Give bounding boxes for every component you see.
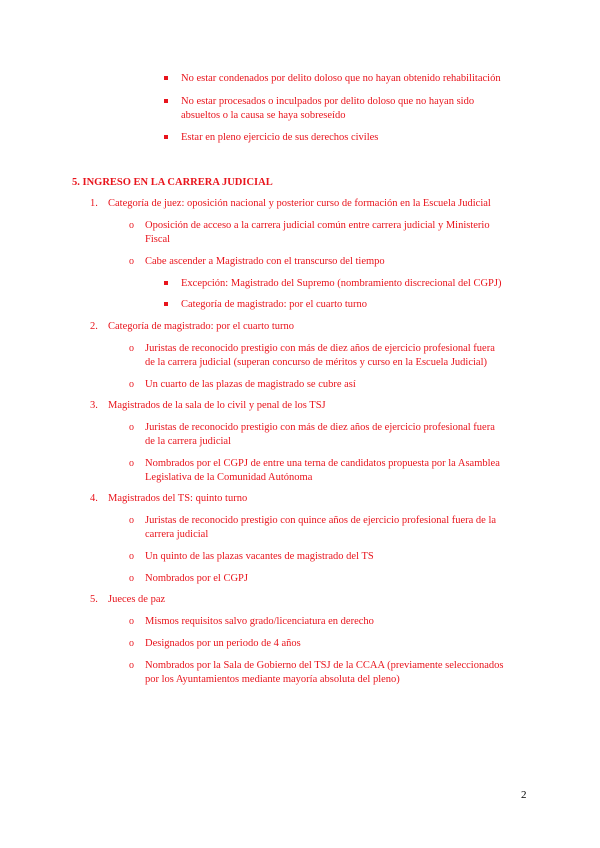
circle-bullet-icon: o — [129, 220, 134, 231]
item-number: 4. — [90, 493, 98, 504]
item-text: Categoría de juez: oposición nacional y posterior curso de formación en la Escuela Judicial — [108, 198, 491, 209]
sub-item-text: Un quinto de las plazas vacantes de magistrado del TS — [145, 551, 374, 562]
sub-sub-item-text: Excepción: Magistrado del Supremo (nombramiento discrecional del CGPJ) — [181, 278, 502, 289]
square-bullet-icon — [164, 302, 168, 306]
circle-bullet-icon: o — [129, 343, 134, 354]
circle-bullet-icon: o — [129, 638, 134, 649]
sub-item-text: Fiscal — [145, 234, 171, 245]
item-text: Jueces de paz — [108, 594, 166, 605]
sub-item-text: Nombrados por el CGPJ — [145, 573, 248, 584]
circle-bullet-icon: o — [129, 616, 134, 627]
item-text: Categoría de magistrado: por el cuarto turno — [108, 321, 295, 332]
sub-item-text: Cabe ascender a Magistrado con el transcurso del tiempo — [145, 256, 385, 267]
circle-bullet-icon: o — [129, 256, 134, 267]
sub-item-text: Juristas de reconocido prestigio con más de diez años de ejercicio profesional fuera — [145, 422, 495, 433]
square-bullet-icon — [164, 76, 168, 80]
circle-bullet-icon: o — [129, 458, 134, 469]
item-text: Magistrados del TS: quinto turno — [108, 493, 248, 504]
circle-bullet-icon: o — [129, 660, 134, 671]
top-bullet-text: Estar en pleno ejercicio de sus derechos civiles — [181, 132, 379, 143]
top-bullet-text: No estar condenados por delito doloso que no hayan obtenido rehabilitación — [181, 73, 501, 84]
circle-bullet-icon: o — [129, 573, 134, 584]
item-text: Magistrados de la sala de lo civil y penal de los TSJ — [108, 400, 326, 411]
circle-bullet-icon: o — [129, 422, 134, 433]
sub-item-text: Designados por un periodo de 4 años — [145, 638, 301, 649]
sub-item-text: Juristas de reconocido prestigio con más de diez años de ejercicio profesional fuera — [145, 343, 495, 354]
section-heading: 5. INGRESO EN LA CARRERA JUDICIAL — [72, 177, 273, 188]
sub-item-text: de la carrera judicial (superan concurso de méritos y curso en la Escuela Judicial) — [145, 357, 487, 368]
page-number: 2 — [521, 789, 527, 801]
sub-sub-item-text: Categoría de magistrado: por el cuarto turno — [181, 299, 368, 310]
sub-item-text: Nombrados por la Sala de Gobierno del TSJ de la CCAA (previamente seleccionados — [145, 660, 504, 671]
sub-item-text: de la carrera judicial — [145, 436, 231, 447]
square-bullet-icon — [164, 135, 168, 139]
sub-item-text: por los Ayuntamientos mediante mayoría absoluta del pleno) — [145, 674, 400, 685]
item-number: 1. — [90, 198, 98, 209]
item-number: 2. — [90, 321, 98, 332]
top-bullet-text: No estar procesados o inculpados por delito doloso que no hayan sido — [181, 96, 475, 107]
sub-item-text: Juristas de reconocido prestigio con quince años de ejercicio profesional fuera de la — [145, 515, 497, 526]
sub-item-text: Mismos requisitos salvo grado/licenciatura en derecho — [145, 616, 374, 627]
circle-bullet-icon: o — [129, 515, 134, 526]
circle-bullet-icon: o — [129, 551, 134, 562]
sub-item-text: Un cuarto de las plazas de magistrado se cubre así — [145, 379, 356, 390]
item-number: 3. — [90, 400, 98, 411]
item-number: 5. — [90, 594, 98, 605]
sub-item-text: Oposición de acceso a la carrera judicial común entre carrera judicial y Ministerio — [145, 220, 490, 231]
square-bullet-icon — [164, 99, 168, 103]
sub-item-text: carrera judicial — [145, 529, 209, 540]
sub-item-text: Nombrados por el CGPJ de entre una terna de candidatos propuesta por la Asamblea — [145, 458, 500, 469]
square-bullet-icon — [164, 281, 168, 285]
top-bullet-text: absueltos o la causa se haya sobreseído — [181, 110, 346, 121]
circle-bullet-icon: o — [129, 379, 134, 390]
sub-item-text: Legislativa de la Comunidad Autónoma — [145, 472, 313, 483]
